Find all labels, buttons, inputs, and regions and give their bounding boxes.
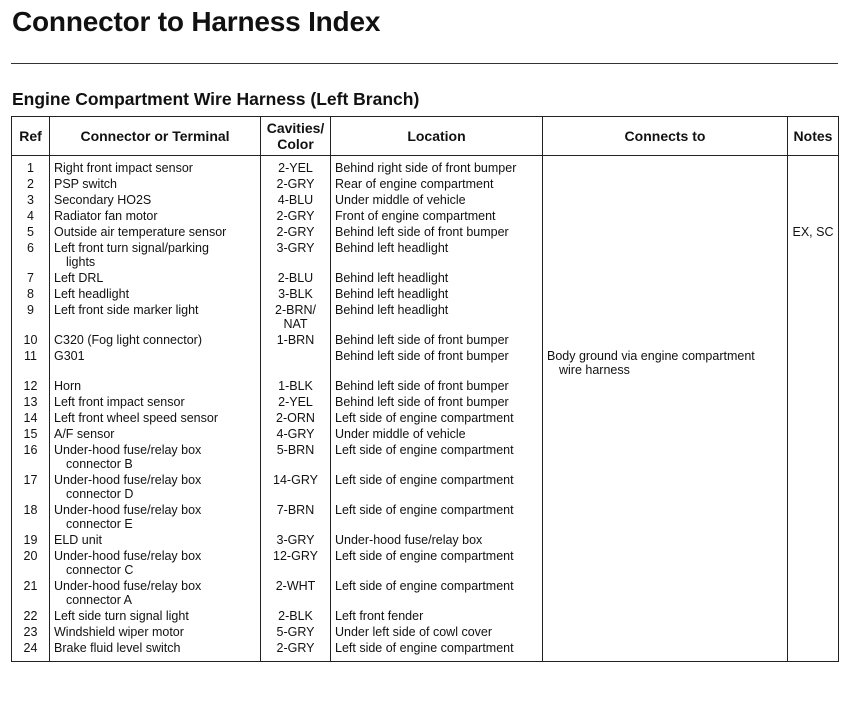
table-row — [12, 379, 839, 395]
connects-cell — [543, 271, 788, 287]
table-row — [12, 225, 839, 241]
cavities-cell — [261, 379, 331, 395]
connects-cell — [543, 427, 788, 443]
table-row — [12, 641, 839, 662]
cavities-text-line: 5-GRY — [276, 625, 315, 639]
cavities-cell — [261, 333, 331, 349]
connector-text-line: Left front turn signal/parking — [54, 241, 209, 255]
table-row — [12, 349, 839, 379]
connects-cell — [543, 156, 788, 178]
connector-cell — [50, 303, 261, 333]
ref-cell: 3 — [12, 193, 50, 209]
ref-cell: 1 — [12, 156, 50, 178]
connector-cell — [50, 225, 261, 241]
location-cell: Behind left headlight — [331, 271, 543, 287]
cavities-text-line: 3-GRY — [276, 241, 315, 255]
connector-cell — [50, 533, 261, 549]
cavities-cell — [261, 303, 331, 333]
cavities-cell — [261, 641, 331, 662]
ref-column-header: Ref — [12, 117, 50, 156]
connector-text-line: Left side turn signal light — [54, 609, 189, 623]
location-cell: Left side of engine compartment — [331, 641, 543, 662]
notes-cell — [788, 156, 839, 178]
cavities-cell — [261, 209, 331, 225]
location-cell: Under middle of vehicle — [331, 427, 543, 443]
connector-text-line: G301 — [54, 349, 85, 363]
cavities-cell — [261, 193, 331, 209]
location-cell: Behind left side of front bumper — [331, 333, 543, 349]
location-cell: Behind left side of front bumper — [331, 349, 543, 379]
notes-column-header: Notes — [788, 117, 839, 156]
ref-cell: 7 — [12, 271, 50, 287]
connector-text-line: Under-hood fuse/relay box — [54, 473, 202, 487]
connector-cell — [50, 395, 261, 411]
ref-cell: 17 — [12, 473, 50, 503]
notes-cell — [788, 503, 839, 533]
table-row — [12, 193, 839, 209]
connector-text-line: Left front wheel speed sensor — [54, 411, 218, 425]
connects-cell — [543, 303, 788, 333]
cavities-cell — [261, 241, 331, 271]
location-cell: Under left side of cowl cover — [331, 625, 543, 641]
ref-cell: 16 — [12, 443, 50, 473]
connector-text-line: Under-hood fuse/relay box — [54, 443, 202, 457]
connects-cell — [543, 287, 788, 303]
connects-cell — [543, 333, 788, 349]
connector-cell — [50, 579, 261, 609]
notes-cell — [788, 427, 839, 443]
connector-text-line: ELD unit — [54, 533, 102, 547]
ref-cell: 6 — [12, 241, 50, 271]
connects-cell — [543, 209, 788, 225]
notes-cell — [788, 193, 839, 209]
notes-cell — [788, 625, 839, 641]
table-body — [12, 156, 839, 662]
connector-text-line: C320 (Fog light connector) — [54, 333, 202, 347]
connector-table — [11, 116, 839, 662]
cavities-cell — [261, 473, 331, 503]
cavities-text-line: 4-GRY — [276, 427, 315, 441]
connector-text-line: Outside air temperature sensor — [54, 225, 227, 239]
cavities-text-line: 3-GRY — [276, 533, 315, 547]
cavities-text-line: 2-BLU — [277, 271, 314, 285]
cavities-text-line: 7-BRN — [276, 503, 315, 517]
cavities-cell — [261, 427, 331, 443]
location-cell: Under middle of vehicle — [331, 193, 543, 209]
connector-text-line: PSP switch — [54, 177, 117, 191]
cavities-cell — [261, 609, 331, 625]
ref-cell: 13 — [12, 395, 50, 411]
connector-text-line: Left front impact sensor — [54, 395, 185, 409]
notes-cell — [788, 579, 839, 609]
cavities-text-line: 4-BLU — [277, 193, 314, 207]
ref-cell: 10 — [12, 333, 50, 349]
connector-text-line: Horn — [54, 379, 82, 393]
ref-cell: 22 — [12, 609, 50, 625]
connector-text-line: connector C — [66, 563, 134, 577]
connector-text-line: Right front impact sensor — [54, 161, 193, 175]
notes-cell — [788, 549, 839, 579]
notes-cell — [788, 333, 839, 349]
table-row — [12, 271, 839, 287]
cavities-header-line-1: Cavities/ — [266, 120, 325, 136]
notes-cell — [788, 443, 839, 473]
connector-cell — [50, 641, 261, 662]
connector-cell — [50, 156, 261, 178]
location-cell: Behind left headlight — [331, 287, 543, 303]
connector-text-line: Left DRL — [54, 271, 104, 285]
cavities-cell — [261, 411, 331, 427]
notes-cell — [788, 287, 839, 303]
connector-cell — [50, 379, 261, 395]
cavities-text-line: 2-ORN — [276, 411, 315, 425]
location-column-header: Location — [331, 117, 543, 156]
connector-cell — [50, 241, 261, 271]
connector-text-line: Secondary HO2S — [54, 193, 152, 207]
location-cell: Front of engine compartment — [331, 209, 543, 225]
title-divider — [11, 63, 838, 64]
connector-cell — [50, 609, 261, 625]
ref-cell: 12 — [12, 379, 50, 395]
table-row — [12, 549, 839, 579]
connector-text-line: Under-hood fuse/relay box — [54, 579, 202, 593]
location-cell: Left side of engine compartment — [331, 411, 543, 427]
location-cell: Behind left side of front bumper — [331, 225, 543, 241]
notes-cell — [788, 209, 839, 225]
ref-cell: 18 — [12, 503, 50, 533]
connector-cell — [50, 287, 261, 303]
cavities-text-line: 1-BLK — [278, 379, 313, 393]
connector-text-line: connector E — [66, 517, 133, 531]
connector-text-line: connector A — [66, 593, 133, 607]
connects-cell — [543, 193, 788, 209]
connector-cell — [50, 271, 261, 287]
location-cell: Behind right side of front bumper — [331, 156, 543, 178]
connects-text-line: wire harness — [559, 363, 630, 377]
table-row — [12, 625, 839, 641]
cavities-cell — [261, 177, 331, 193]
notes-cell — [788, 395, 839, 411]
connects-cell — [543, 503, 788, 533]
table-row — [12, 427, 839, 443]
connects-cell — [543, 579, 788, 609]
cavities-cell — [261, 225, 331, 241]
table-row — [12, 287, 839, 303]
notes-cell — [788, 609, 839, 625]
connector-text-line: Left front side marker light — [54, 303, 199, 317]
connector-text-line: connector B — [66, 457, 133, 471]
table-row — [12, 503, 839, 533]
cavities-cell — [261, 156, 331, 178]
connector-text-line: Brake fluid level switch — [54, 641, 181, 655]
table-row — [12, 395, 839, 411]
cavities-text-line: 2-GRY — [276, 209, 315, 223]
connector-cell — [50, 427, 261, 443]
connects-cell — [543, 473, 788, 503]
connects-cell — [543, 625, 788, 641]
cavities-cell — [261, 395, 331, 411]
cavities-cell — [261, 271, 331, 287]
connector-column-header: Connector or Terminal — [50, 117, 261, 156]
ref-cell: 15 — [12, 427, 50, 443]
ref-cell: 11 — [12, 349, 50, 379]
connector-cell — [50, 443, 261, 473]
table-row — [12, 209, 839, 225]
cavities-cell — [261, 503, 331, 533]
table-row — [12, 156, 839, 178]
location-cell: Left side of engine compartment — [331, 473, 543, 503]
cavities-cell — [261, 349, 331, 379]
connector-text-line: lights — [66, 255, 96, 269]
cavities-column-header — [261, 117, 331, 156]
connector-text-line: Under-hood fuse/relay box — [54, 503, 202, 517]
connector-text-line: A/F sensor — [54, 427, 115, 441]
connects-cell — [543, 177, 788, 193]
table-row — [12, 333, 839, 349]
connects-cell — [543, 533, 788, 549]
cavities-cell — [261, 443, 331, 473]
connects-cell — [543, 641, 788, 662]
connector-cell — [50, 349, 261, 379]
notes-cell — [788, 411, 839, 427]
cavities-header-line-2: Color — [277, 136, 314, 152]
connector-cell — [50, 333, 261, 349]
location-cell: Behind left side of front bumper — [331, 379, 543, 395]
cavities-text-line: 2-YEL — [278, 395, 313, 409]
connector-cell — [50, 625, 261, 641]
location-cell: Behind left headlight — [331, 241, 543, 271]
cavities-text-line: 2-YEL — [278, 161, 313, 175]
cavities-text-line: 2-WHT — [275, 579, 316, 593]
connects-cell — [543, 395, 788, 411]
notes-cell — [788, 473, 839, 503]
table-row — [12, 241, 839, 271]
connects-cell — [543, 241, 788, 271]
table-row — [12, 609, 839, 625]
table-row — [12, 411, 839, 427]
connects-cell — [543, 609, 788, 625]
connector-text-line: connector D — [66, 487, 134, 501]
connector-text-line: Under-hood fuse/relay box — [54, 549, 202, 563]
table-header-row — [12, 117, 839, 156]
cavities-text-line: 2-GRY — [276, 641, 315, 655]
cavities-cell — [261, 549, 331, 579]
notes-cell: EX, SC — [788, 225, 839, 241]
connector-text-line: Left headlight — [54, 287, 130, 301]
cavities-cell — [261, 287, 331, 303]
connector-text-line: Radiator fan motor — [54, 209, 158, 223]
connector-cell — [50, 209, 261, 225]
notes-cell — [788, 271, 839, 287]
cavities-text-line: 5-BRN — [276, 443, 315, 457]
cavities-text-line: 3-BLK — [278, 287, 313, 301]
cavities-cell — [261, 533, 331, 549]
table-row — [12, 533, 839, 549]
cavities-text-line: NAT — [283, 317, 308, 331]
location-cell: Rear of engine compartment — [331, 177, 543, 193]
ref-cell: 5 — [12, 225, 50, 241]
connects-column-header: Connects to — [543, 117, 788, 156]
connects-cell — [543, 443, 788, 473]
table-row — [12, 177, 839, 193]
notes-cell — [788, 177, 839, 193]
location-cell: Left side of engine compartment — [331, 503, 543, 533]
cavities-text-line: 2-BLK — [278, 609, 313, 623]
ref-cell: 9 — [12, 303, 50, 333]
cavities-cell — [261, 579, 331, 609]
connects-text-line: Body ground via engine compartment — [547, 349, 755, 363]
location-cell: Left side of engine compartment — [331, 579, 543, 609]
ref-cell: 20 — [12, 549, 50, 579]
connects-cell — [543, 225, 788, 241]
table-row — [12, 579, 839, 609]
cavities-text-line: 12-GRY — [273, 549, 318, 563]
connector-cell — [50, 503, 261, 533]
ref-cell: 8 — [12, 287, 50, 303]
connector-cell — [50, 473, 261, 503]
cavities-text-line: 2-BRN/ — [275, 303, 316, 317]
location-cell: Left side of engine compartment — [331, 443, 543, 473]
page-title: Connector to Harness Index — [12, 6, 381, 37]
notes-cell — [788, 641, 839, 662]
cavities-text-line: 2-GRY — [276, 225, 315, 239]
connects-cell — [543, 549, 788, 579]
ref-cell: 4 — [12, 209, 50, 225]
harness-subtitle: Engine Compartment Wire Harness (Left Branch) — [12, 89, 420, 109]
connects-cell — [543, 379, 788, 395]
cavities-text-line: 2-GRY — [276, 177, 315, 191]
location-cell: Under-hood fuse/relay box — [331, 533, 543, 549]
ref-cell: 2 — [12, 177, 50, 193]
location-cell: Left front fender — [331, 609, 543, 625]
location-cell: Left side of engine compartment — [331, 549, 543, 579]
ref-cell: 19 — [12, 533, 50, 549]
location-cell: Behind left headlight — [331, 303, 543, 333]
cavities-text-line: 14-GRY — [273, 473, 318, 487]
table-row — [12, 473, 839, 503]
table-row — [12, 443, 839, 473]
connector-text-line: Windshield wiper motor — [54, 625, 184, 639]
cavities-cell — [261, 625, 331, 641]
connector-cell — [50, 549, 261, 579]
notes-cell — [788, 349, 839, 379]
ref-cell: 21 — [12, 579, 50, 609]
table-row — [12, 303, 839, 333]
connects-cell — [543, 349, 788, 379]
notes-cell — [788, 533, 839, 549]
notes-cell — [788, 379, 839, 395]
location-cell: Behind left side of front bumper — [331, 395, 543, 411]
connector-cell — [50, 193, 261, 209]
cavities-text-line: 1-BRN — [276, 333, 315, 347]
connects-cell — [543, 411, 788, 427]
ref-cell: 23 — [12, 625, 50, 641]
connector-cell — [50, 177, 261, 193]
ref-cell: 14 — [12, 411, 50, 427]
notes-cell — [788, 303, 839, 333]
connector-cell — [50, 411, 261, 427]
ref-cell: 24 — [12, 641, 50, 662]
notes-cell — [788, 241, 839, 271]
